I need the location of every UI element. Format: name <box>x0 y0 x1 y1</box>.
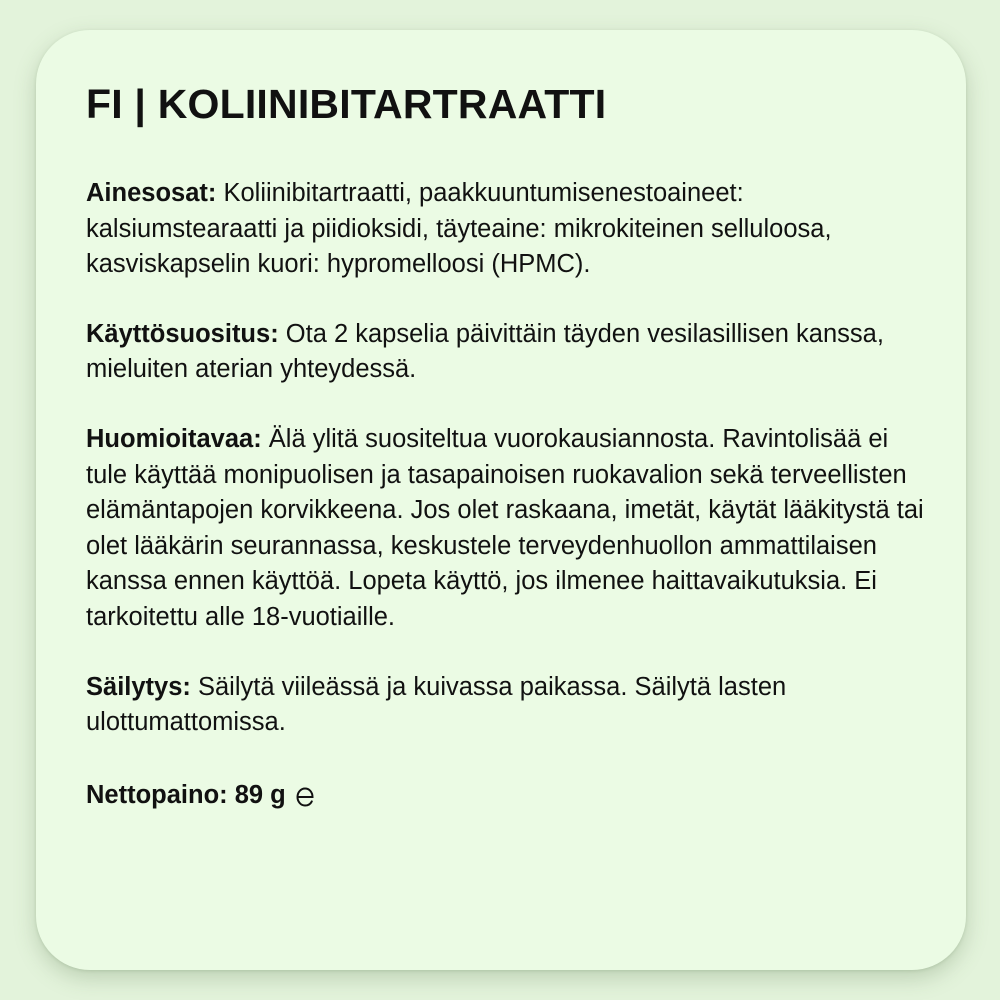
net-weight: Nettopaino: 89 g <box>86 780 286 809</box>
storage-label: Säilytys: <box>86 672 191 701</box>
storage-section <box>86 670 936 741</box>
estimated-sign-icon <box>294 783 316 807</box>
usage-label: Käyttösuositus: <box>86 319 279 348</box>
net-weight-row <box>86 777 936 813</box>
warnings-text: Älä ylitä suositeltua vuorokausiannosta. Ravintolisää ei tule käyttää monipuolisen ja tasapainoisen ruokavalion sekä terveellisten elämäntapojen korvikkeena. Jos olet raskaana, imetät, käytät lääkitystä tai olet lääkärin seurannassa, keskustele terveydenhuollon ammattilaisen kanssa ennen käyttöä. Lopeta käyttö, jos ilmenee haittavaikutuksia. Ei tarkoitettu alle 18-vuotiaille. <box>86 424 924 631</box>
ingredients-label: Ainesosat: <box>86 179 217 207</box>
ingredients-section <box>86 176 936 283</box>
warnings-label: Huomioitavaa: <box>86 424 262 453</box>
page-title: FI | KOLIINIBITARTRAATTI <box>86 81 607 127</box>
ingredients-text: Koliinibitartraatti, paakkuuntumisenestoaineet: kalsiumstearaatti ja piidioksidi, täyteaine: mikrokiteinen selluloosa, kasviskapselin kuori: hypromelloosi (HPMC). <box>86 179 832 279</box>
storage-text: Säilytä viileässä ja kuivassa paikassa. Säilytä lasten ulottumattomissa. <box>86 672 787 737</box>
label-card <box>36 30 966 970</box>
usage-section <box>86 317 936 388</box>
warnings-section <box>86 422 936 636</box>
usage-text: Ota 2 kapselia päivittäin täyden vesilasillisen kanssa, mieluiten aterian yhteydessä. <box>86 319 884 384</box>
